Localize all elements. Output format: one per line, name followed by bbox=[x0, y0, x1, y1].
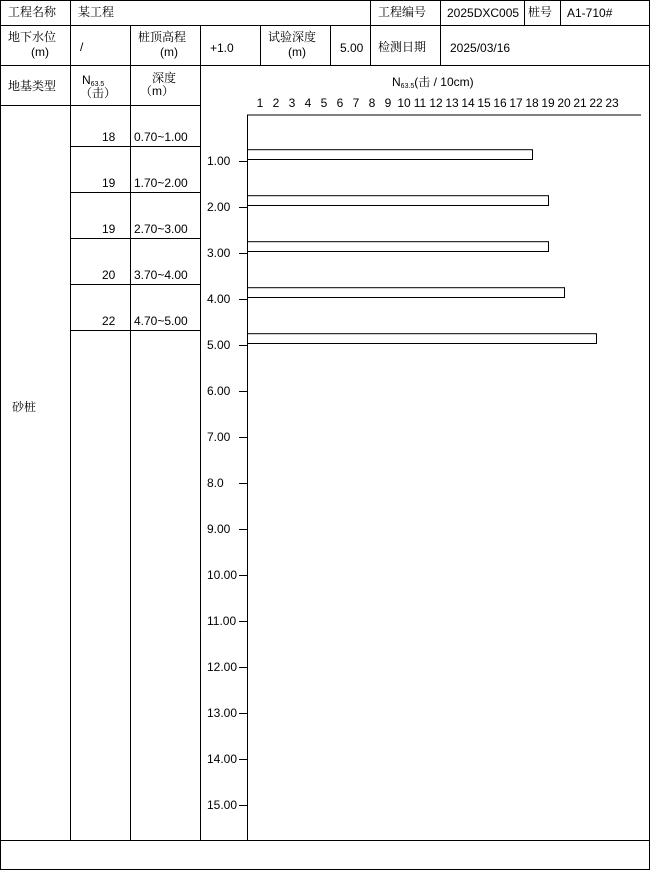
x-tick-label: 11 bbox=[413, 96, 427, 110]
n-value-cell: 19 bbox=[102, 222, 116, 236]
y-tick-label: 6.00 bbox=[207, 384, 231, 398]
x-tick-label: 15 bbox=[477, 96, 491, 110]
spt-bar bbox=[248, 242, 549, 252]
y-tick-label: 15.00 bbox=[207, 798, 238, 812]
y-tick-label: 4.00 bbox=[207, 292, 231, 306]
depth-range-cell: 1.70~2.00 bbox=[134, 176, 188, 190]
chart-title-sub: 63.5 bbox=[400, 83, 415, 90]
test-date-value: 2025/03/16 bbox=[450, 41, 511, 55]
x-tick-label: 3 bbox=[288, 96, 296, 110]
project-name-label: 工程名称 bbox=[8, 5, 57, 19]
project-name-value: 某工程 bbox=[78, 5, 115, 19]
chart-title-unit: (击 / 10cm) bbox=[414, 75, 474, 89]
test-depth-label: 试验深度 bbox=[268, 30, 317, 44]
pile-top-unit: (m) bbox=[160, 45, 178, 59]
y-tick-label: 9.00 bbox=[207, 522, 231, 536]
project-code-label: 工程编号 bbox=[378, 5, 427, 19]
pile-top-label: 桩顶高程 bbox=[138, 30, 187, 44]
foundation-type-label: 地基类型 bbox=[8, 79, 57, 93]
x-tick-label: 2 bbox=[272, 96, 280, 110]
pile-no-label: 桩号 bbox=[528, 5, 553, 19]
y-tick-label: 5.00 bbox=[207, 338, 231, 352]
x-tick-label: 10 bbox=[397, 96, 411, 110]
y-tick-label: 13.00 bbox=[207, 706, 238, 720]
n-value-cell: 22 bbox=[102, 314, 116, 328]
spt-bar bbox=[248, 288, 565, 298]
x-tick-label: 21 bbox=[573, 96, 587, 110]
x-tick-label: 16 bbox=[493, 96, 507, 110]
x-tick-label: 14 bbox=[461, 96, 475, 110]
y-tick-label: 8.0 bbox=[207, 476, 224, 490]
project-code-value: 2025DXC005 bbox=[447, 6, 520, 20]
y-tick-label: 14.00 bbox=[207, 752, 238, 766]
depth-range-cell: 2.70~3.00 bbox=[134, 222, 188, 236]
spt-bar bbox=[248, 150, 533, 160]
x-tick-label: 6 bbox=[336, 96, 344, 110]
depth-label: 深度 bbox=[152, 71, 177, 85]
x-tick-label: 9 bbox=[384, 96, 392, 110]
depth-range-cell: 0.70~1.00 bbox=[134, 130, 188, 144]
x-tick-label: 7 bbox=[352, 96, 360, 110]
y-tick-label: 10.00 bbox=[207, 568, 238, 582]
groundwater-value: / bbox=[80, 40, 84, 54]
test-date-label: 检测日期 bbox=[378, 40, 427, 54]
n-value-cell: 19 bbox=[102, 176, 116, 190]
test-depth-value: 5.00 bbox=[340, 41, 364, 55]
chart-title-main: N bbox=[392, 75, 401, 89]
x-tick-label: 18 bbox=[525, 96, 539, 110]
y-tick-label: 3.00 bbox=[207, 246, 231, 260]
groundwater-unit: (m) bbox=[31, 45, 49, 59]
y-tick-label: 11.00 bbox=[207, 614, 237, 628]
pile-no-value: A1-710# bbox=[567, 6, 613, 20]
x-tick-label: 20 bbox=[557, 96, 571, 110]
x-tick-label: 1 bbox=[256, 96, 264, 110]
x-tick-label: 23 bbox=[605, 96, 619, 110]
depth-range-cell: 4.70~5.00 bbox=[134, 314, 188, 328]
groundwater-label: 地下水位 bbox=[8, 30, 57, 44]
x-tick-label: 19 bbox=[541, 96, 555, 110]
x-tick-label: 22 bbox=[589, 96, 603, 110]
n-label-sub: 63.5 bbox=[90, 81, 105, 88]
n-value-cell: 20 bbox=[102, 268, 116, 282]
x-tick-label: 5 bbox=[320, 96, 328, 110]
x-tick-label: 12 bbox=[429, 96, 443, 110]
n-value-cell: 18 bbox=[102, 130, 116, 144]
depth-range-cell: 3.70~4.00 bbox=[134, 268, 188, 282]
foundation-type-value: 砂桩 bbox=[12, 400, 37, 414]
depth-unit: （m） bbox=[140, 84, 174, 98]
pile-top-value: +1.0 bbox=[210, 41, 234, 55]
y-tick-label: 7.00 bbox=[207, 430, 231, 444]
test-depth-unit: (m) bbox=[288, 45, 306, 59]
x-tick-label: 4 bbox=[304, 96, 312, 110]
x-tick-label: 17 bbox=[509, 96, 523, 110]
y-tick-label: 2.00 bbox=[207, 200, 231, 214]
y-tick-label: 1.00 bbox=[207, 154, 231, 168]
n-label-main: N bbox=[82, 73, 91, 87]
n-label-unit: （击） bbox=[80, 86, 117, 100]
spt-bar bbox=[248, 196, 549, 206]
y-tick-label: 12.00 bbox=[207, 660, 238, 674]
spt-bar bbox=[248, 334, 597, 344]
x-tick-label: 8 bbox=[368, 96, 376, 110]
x-tick-label: 13 bbox=[445, 96, 459, 110]
